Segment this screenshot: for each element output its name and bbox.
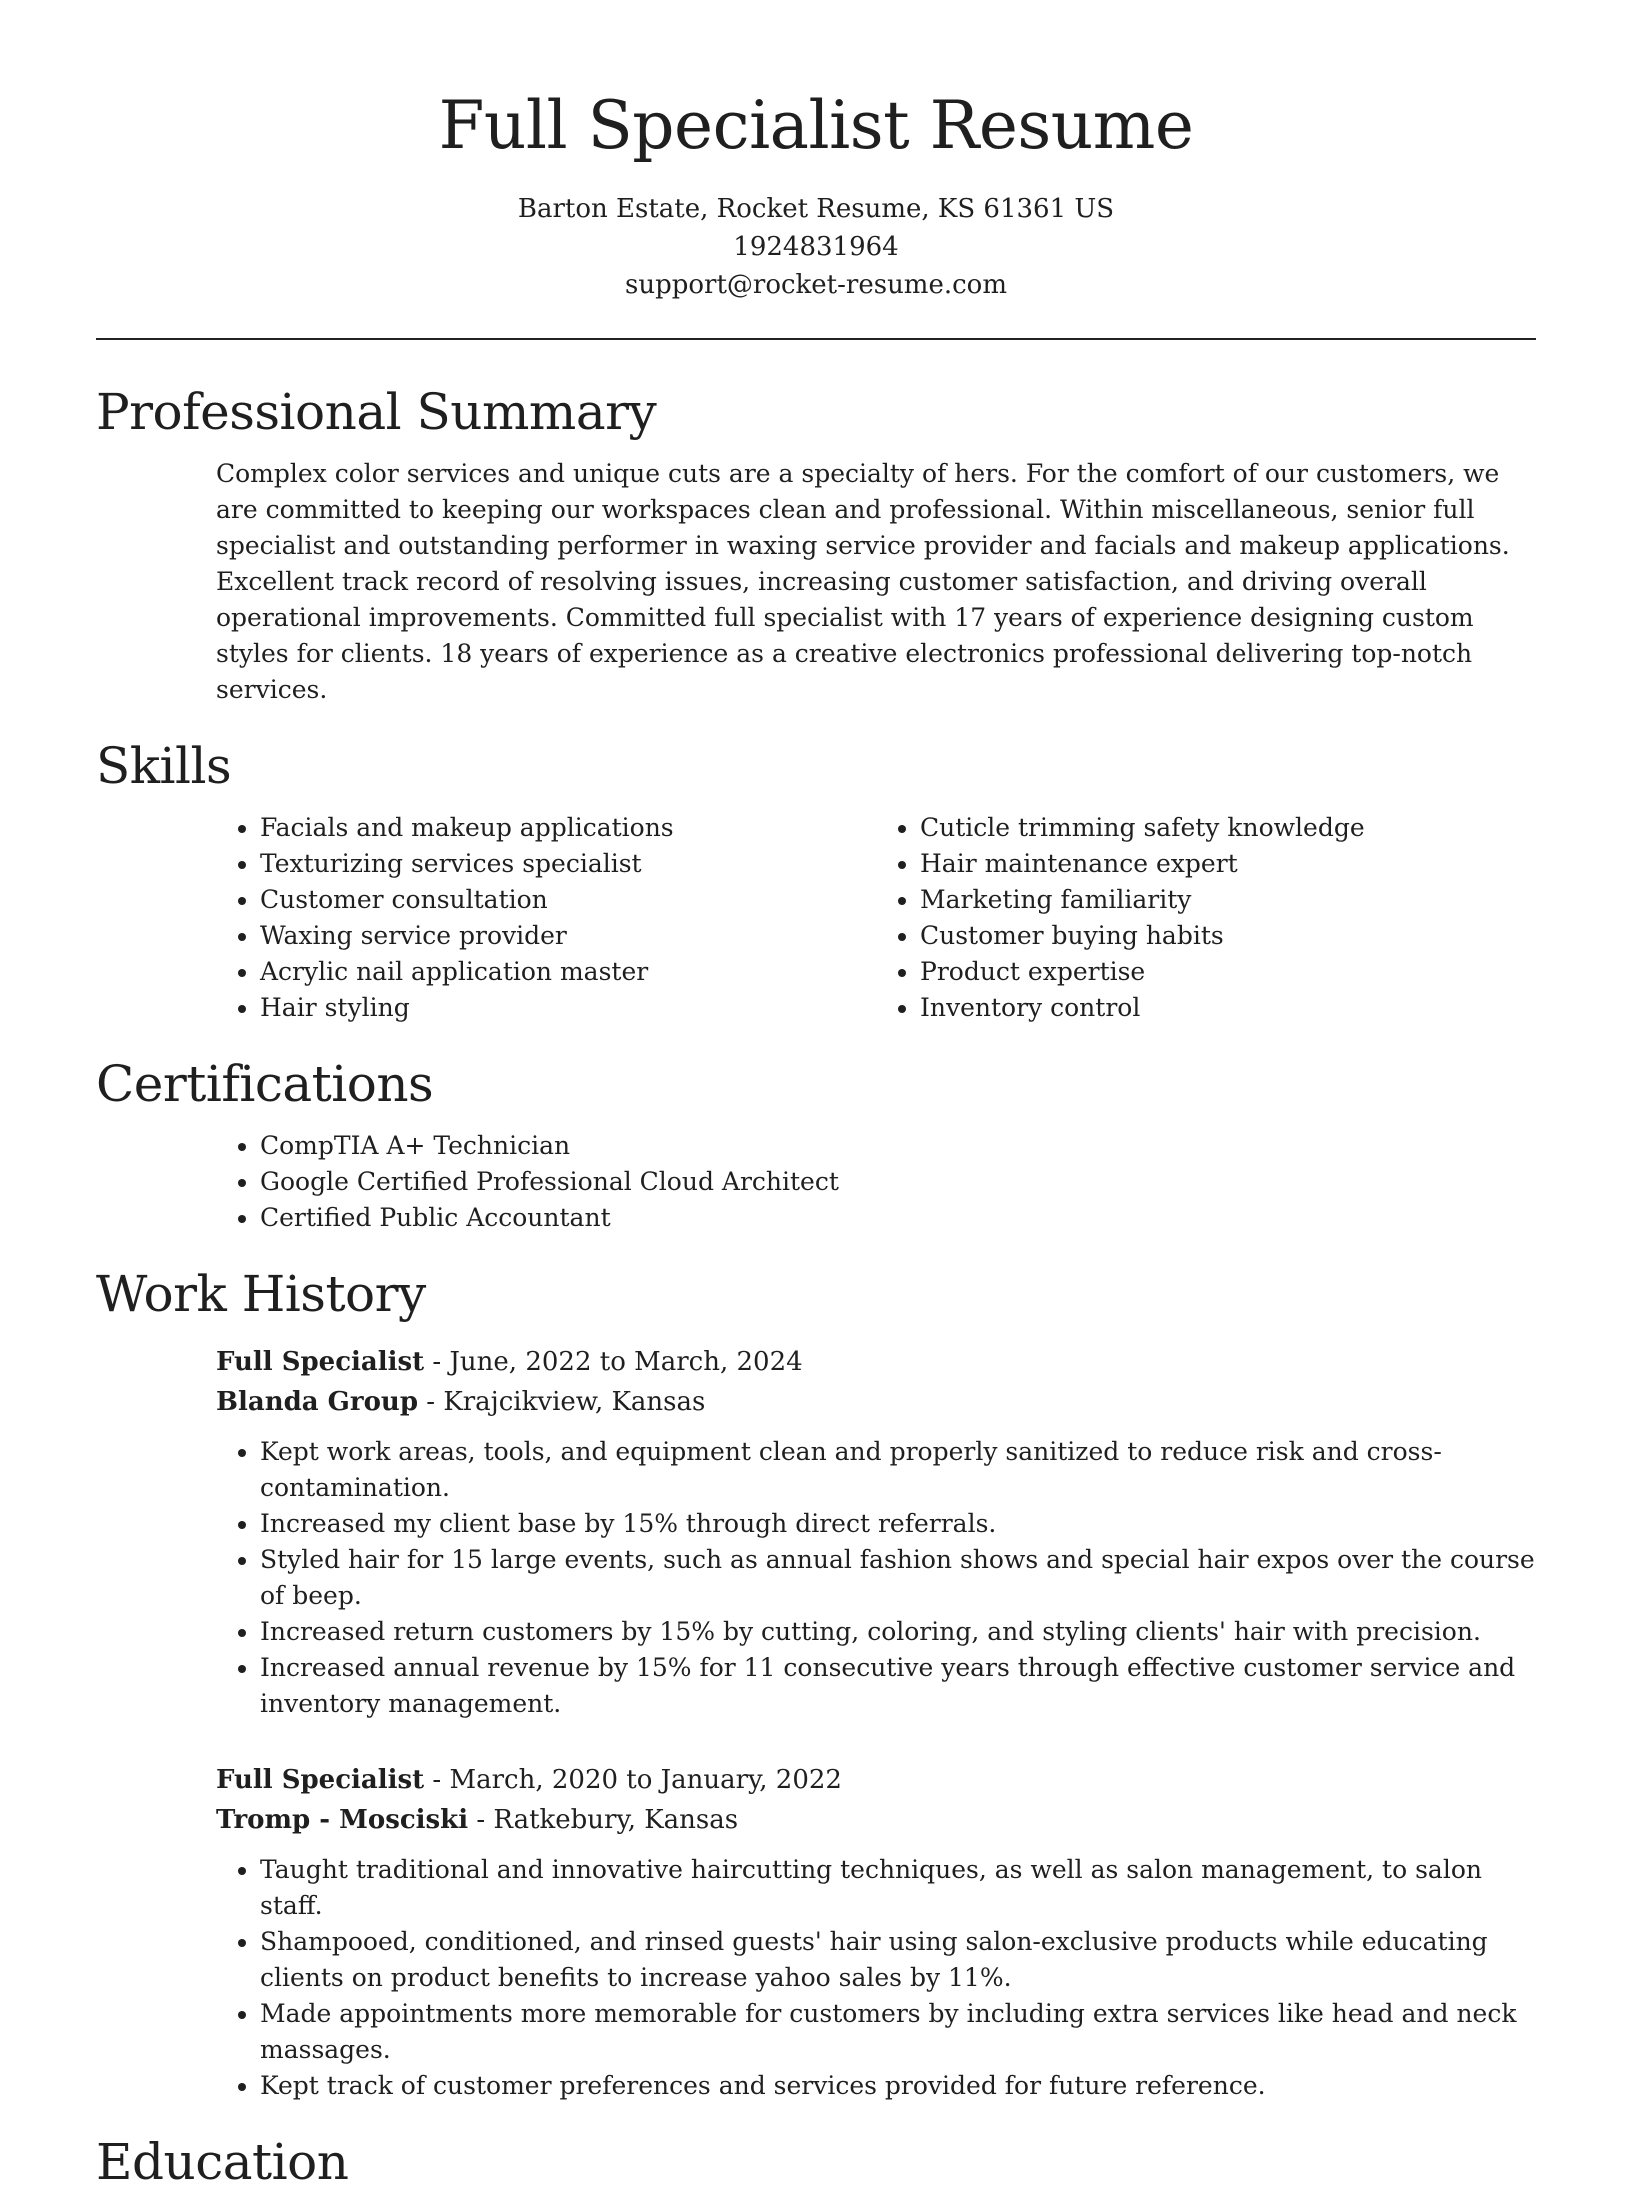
address: Barton Estate, Rocket Resume, KS 61361 US: [517, 194, 1115, 224]
resume-title: Full Specialist Resume: [438, 87, 1194, 164]
list-item: • Styled hair for 15 large events, such as annual fashion shows and special hair expos over the course of beep.: [260, 1542, 1536, 1614]
list-item: • Kept work areas, tools, and equipment clean and properly sanitized to reduce risk and cross-contamination.: [260, 1434, 1536, 1506]
job-company-line: [216, 1382, 1536, 1422]
job-title-line: [216, 1760, 1536, 1800]
list-item: • Increased my client base by 15% through direct referrals.: [260, 1506, 1536, 1542]
education-heading: Education: [96, 2133, 349, 2191]
list-item: • Inventory control: [920, 990, 1536, 1026]
skills-columns: [96, 810, 1536, 1026]
skills-heading: Skills: [96, 737, 232, 795]
job-location: - Ratkebury, Kansas: [468, 1805, 739, 1835]
job-title-line: [216, 1342, 1536, 1382]
list-item: • Certified Public Accountant: [260, 1200, 1536, 1236]
list-item: • Taught traditional and innovative haircutting techniques, as well as salon management, to salon staff.: [260, 1852, 1536, 1924]
list-item: • Google Certified Professional Cloud Architect: [260, 1164, 1536, 1200]
skills-list-right: [876, 810, 1536, 1026]
work-history-section: [96, 1262, 1536, 2104]
summary-section: [96, 380, 1536, 708]
list-item: • Kept track of customer preferences and services provided for future reference.: [260, 2068, 1536, 2104]
list-item: • Marketing familiarity: [920, 882, 1536, 918]
list-item: • Acrylic nail application master: [260, 954, 876, 990]
summary-heading: Professional Summary: [96, 383, 657, 441]
job-dates: - June, 2022 to March, 2024: [424, 1347, 803, 1377]
list-item: • Texturizing services specialist: [260, 846, 876, 882]
job-company: Blanda Group: [216, 1387, 419, 1417]
job-bullets: [216, 1434, 1536, 1722]
certifications-heading: Certifications: [96, 1055, 434, 1113]
list-item: • Shampooed, conditioned, and rinsed guests' hair using salon-exclusive products while educating clients on product benefits to increase yahoo sales by 11%.: [260, 1924, 1536, 1996]
skills-section: [96, 734, 1536, 1026]
job-company: Tromp - Mosciski: [216, 1805, 469, 1835]
email: support@rocket-resume.com: [624, 270, 1007, 300]
list-item: • Facials and makeup applications: [260, 810, 876, 846]
certifications-section: [96, 1052, 1536, 1236]
job-company-line: [216, 1800, 1536, 1840]
job-entry: [216, 1760, 1536, 2104]
contact-info: [96, 190, 1536, 304]
job-dates: - March, 2020 to January, 2022: [424, 1765, 842, 1795]
list-item: • Customer consultation: [260, 882, 876, 918]
list-item: • Cuticle trimming safety knowledge: [920, 810, 1536, 846]
certifications-list: [216, 1128, 1536, 1236]
list-item: • Increased return customers by 15% by cutting, coloring, and styling clients' hair with precision.: [260, 1614, 1536, 1650]
education-section: [96, 2130, 1536, 2194]
list-item: • CompTIA A+ Technician: [260, 1128, 1536, 1164]
summary-text: Complex color services and unique cuts are a specialty of hers. For the comfort of our customers, we are committed to keeping our workspaces clean and professional. Within miscellaneous, senior full specialist and outstanding performer in waxing service provider and facials and makeup applications. Excellent track record of resolving issues, increasing customer satisfaction, and driving overall operational improvements. Committed full specialist with 17 years of experience designing custom styles for clients. 18 years of experience as a creative electronics professional delivering top-notch services.: [216, 459, 1510, 704]
header-divider: [96, 338, 1536, 340]
resume-header: [96, 0, 1536, 304]
list-item: • Customer buying habits: [920, 918, 1536, 954]
phone: 1924831964: [733, 232, 899, 262]
job-role: Full Specialist: [216, 1347, 425, 1377]
work-history-heading: Work History: [96, 1265, 426, 1323]
skills-list-left: [216, 810, 876, 1026]
list-item: • Hair styling: [260, 990, 876, 1026]
list-item: • Waxing service provider: [260, 918, 876, 954]
job-bullets: [216, 1852, 1536, 2104]
list-item: • Increased annual revenue by 15% for 11 consecutive years through effective customer service and inventory management.: [260, 1650, 1536, 1722]
list-item: • Product expertise: [920, 954, 1536, 990]
job-location: - Krajcikview, Kansas: [418, 1387, 706, 1417]
list-item: • Made appointments more memorable for customers by including extra services like head and neck massages.: [260, 1996, 1536, 2068]
list-item: • Hair maintenance expert: [920, 846, 1536, 882]
job-role: Full Specialist: [216, 1765, 425, 1795]
job-entry: [216, 1342, 1536, 1722]
